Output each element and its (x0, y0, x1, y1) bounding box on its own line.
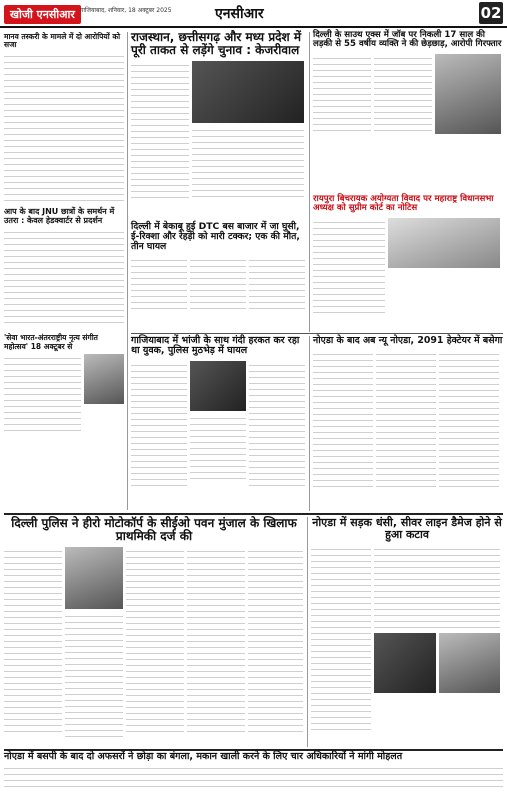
bottom-story (4, 752, 503, 798)
story-body (249, 361, 305, 486)
ghaziabad-story (131, 336, 305, 511)
story-body (4, 354, 81, 434)
new-noida-story (313, 336, 503, 511)
story-body (439, 350, 499, 490)
section-title: एनसीआर (215, 6, 264, 22)
story-body (313, 54, 371, 134)
story-body (190, 414, 246, 484)
story-body (131, 256, 187, 311)
story-body (376, 350, 436, 490)
incident-photo (190, 361, 246, 411)
story-body (313, 218, 385, 313)
story-body (249, 256, 305, 311)
noida-road-story (311, 517, 503, 747)
masthead (0, 0, 507, 28)
story-body (4, 228, 124, 328)
story-body (4, 52, 124, 202)
event-photo (84, 354, 124, 404)
story-headline: 'सेवा भारत-अंतरराष्ट्रीय नृत्य संगीत महोत्सव' 18 अक्टूबर से (4, 333, 98, 351)
story-body (131, 61, 189, 201)
dateline: गाजियाबाद, शनिवार, 18 अक्टूबर 2025 (80, 7, 172, 14)
story-body (374, 54, 432, 134)
dtc-bus-story (131, 222, 305, 322)
kejriwal-photo (192, 61, 304, 123)
court-photo (388, 218, 500, 268)
kejriwal-story (131, 31, 305, 221)
story-body (248, 547, 303, 737)
story-headline: दिल्ली पुलिस ने हीरो मोटोकॉर्प के सीईओ पवन मुंजाल के खिलाफ प्राथमिकी दर्ज की (11, 516, 297, 543)
story-headline: राजस्थान, छत्तीसगढ़ और मध्य प्रदेश में पूरी ताकत से लड़ेंगे चुनाव : केजरीवाल (131, 30, 302, 57)
girl-photo (435, 54, 501, 134)
brand-logo: खोजी एनसीआर (4, 5, 81, 24)
story-headline: दिल्ली के साउथ एक्स में जॉब पर निकली 17 साल की लड़की से 55 वर्षीय व्यक्ति ने की छेड़छाड़, आरोपी गिरफ्तार (313, 30, 502, 50)
story-headline: आप के बाद JNU छात्रों के समर्थन में उतरा : केवल हेडक्वार्टर से प्रदर्शन (4, 207, 115, 225)
story-body (311, 545, 371, 730)
road-photo (439, 633, 500, 693)
story-body (4, 547, 62, 737)
story-headline: गाजियाबाद में भांजी के साथ गंदी हरकत कर रहा था युवक, पुलिस मुठभेड़ में घायल (131, 335, 300, 357)
left-column (4, 33, 124, 508)
story-body (192, 126, 304, 201)
story-headline: नोएडा में बसपी के बाद दो अफसरों ने छोड़ा का बंगला, मकान खाली करने के लिए चार अधिकारियों ने मांगी मोहलत (4, 751, 403, 762)
story-headline: रायपुरा बिचरायक अयोग्यता विवाद पर महाराष्ट्र विधानसभा अध्यक्ष को सुप्रीम कोर्ट का नोटिस (313, 194, 494, 214)
story-body (126, 547, 184, 737)
hero-story (4, 517, 304, 747)
story-headline: मानव तस्करी के मामले में दो आरोपियों को सजा (4, 32, 121, 50)
road-photo (374, 633, 436, 693)
story-body (374, 545, 500, 630)
south-ex-story (313, 31, 503, 161)
munjal-photo (65, 547, 123, 609)
story-body (190, 256, 246, 311)
story-body (4, 764, 503, 788)
story-body (131, 361, 187, 486)
story-body (187, 547, 245, 737)
supreme-court-story (313, 195, 503, 330)
story-headline: नोएडा में सड़क धंसी, सीवर लाइन डैमेज होने से हुआ कटाव (312, 516, 502, 541)
page-number: 02 (480, 4, 502, 22)
story-body (65, 612, 123, 737)
story-headline: नोएडा के बाद अब न्यू नोएडा, 2091 हेक्टेयर में बसेगा (313, 335, 503, 346)
story-body (313, 350, 373, 490)
story-headline: दिल्ली में बेकाबू हुई DTC बस बाजार में जा घुसी, ई-रिक्शा और रेहड़ी को मारी टक्कर; एक की मौत, तीन घायल (131, 221, 300, 252)
